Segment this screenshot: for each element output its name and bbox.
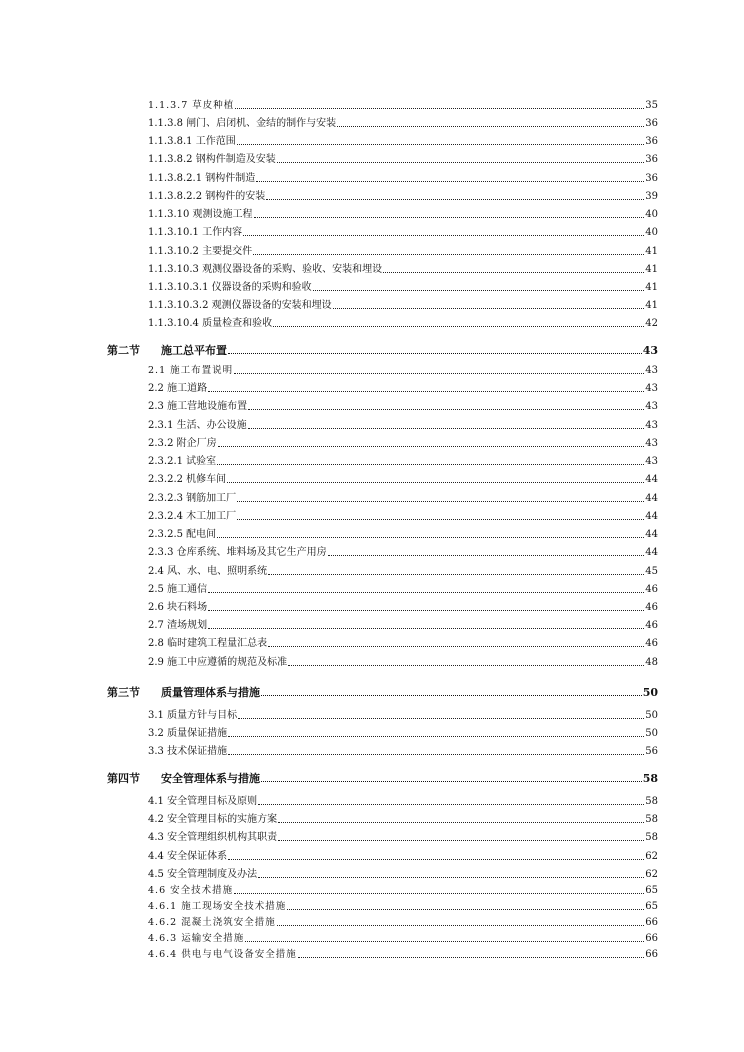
toc-entry-label: 1.1.3.8.2.2 钢构件的安装 <box>148 191 266 202</box>
toc-entry-label: 2.7 渣场规划 <box>148 620 208 631</box>
toc-entry[interactable] <box>148 294 658 312</box>
dot-leader <box>217 537 644 538</box>
section-title: 安全管理体系与措施 <box>161 772 260 785</box>
toc-entry-label: 1.1.3.8 闸门、启闭机、金结的制作与安装 <box>148 118 337 129</box>
dot-leader <box>266 199 644 200</box>
toc-entry-label: 3.3 技术保证措施 <box>148 746 228 757</box>
toc-entry-label: 4.6.2 混凝土浇筑安全措施 <box>148 917 276 928</box>
toc-entry[interactable] <box>148 94 658 112</box>
toc-entry-label: 2.4 风、水、电、照明系统 <box>148 566 268 577</box>
toc-entry-page: 66 <box>645 933 658 944</box>
toc-entry-label: 1.1.3.8.2 钢构件制造及安装 <box>148 154 276 165</box>
toc-entry-page: 58 <box>645 814 658 825</box>
toc-entry-page: 43 <box>645 365 658 376</box>
toc-entry-label: 1.1.3.7 草皮种植 <box>148 100 235 111</box>
toc-entry[interactable] <box>148 826 658 844</box>
toc-entry-label: 4.3 安全管理组织机构其职责 <box>148 832 278 843</box>
toc-entry-page: 43 <box>645 420 658 431</box>
dot-leader <box>278 840 644 841</box>
toc-entry[interactable] <box>148 258 658 276</box>
dot-leader <box>237 519 644 520</box>
toc-entry[interactable] <box>148 432 658 450</box>
dot-leader <box>228 353 642 354</box>
toc-entry-label: 2.5 施工通信 <box>148 584 208 595</box>
dot-leader <box>234 893 644 894</box>
toc-entry[interactable] <box>148 808 658 826</box>
toc-entry[interactable] <box>148 359 658 377</box>
toc-entry-label: 3.1 质量方针与目标 <box>148 710 238 721</box>
toc-entry-page: 43 <box>645 456 658 467</box>
dot-leader <box>234 373 644 374</box>
section-heading-text <box>107 686 260 699</box>
dot-leader <box>256 181 644 182</box>
dot-leader <box>218 446 645 447</box>
toc-entry-label: 4.6.1 施工现场安全技术措施 <box>148 901 287 912</box>
toc-entry[interactable] <box>148 167 658 185</box>
dot-leader <box>208 592 644 593</box>
toc-entry[interactable] <box>148 130 658 148</box>
toc-entry-page: 66 <box>645 949 658 960</box>
toc-entry[interactable] <box>148 614 658 632</box>
toc-entry[interactable] <box>148 185 658 203</box>
toc-entry-page: 41 <box>645 300 658 311</box>
toc-entry-label: 4.6.4 供电与电气设备安全措施 <box>148 949 297 960</box>
toc-entry-page: 36 <box>645 118 658 129</box>
toc-entry-label: 2.3.2.3 钢筋加工厂 <box>148 493 237 504</box>
toc-entry-label: 4.6.3 运输安全措施 <box>148 933 245 944</box>
toc-section-heading[interactable] <box>107 677 658 699</box>
toc-entry-page: 41 <box>645 246 658 257</box>
toc-entry-label: 1.1.3.10.3.2 观测仪器设备的安装和埋设 <box>148 300 332 311</box>
section-title: 质量管理体系与措施 <box>161 686 260 699</box>
dot-leader <box>254 217 645 218</box>
toc-entry-page: 36 <box>645 136 658 147</box>
toc-entry[interactable] <box>148 395 658 413</box>
toc-entry-page: 46 <box>645 584 658 595</box>
toc-entry[interactable] <box>148 377 658 395</box>
toc-entry[interactable] <box>148 276 658 294</box>
toc-entry[interactable] <box>148 560 658 578</box>
dot-leader <box>238 718 644 719</box>
dot-leader <box>333 308 645 309</box>
dot-leader <box>298 957 645 958</box>
toc-entry-label: 2.6 块石料场 <box>148 602 208 613</box>
toc-entry-page: 58 <box>645 796 658 807</box>
toc-entry-page: 41 <box>645 264 658 275</box>
dot-leader <box>277 925 645 926</box>
toc-entry-page: 40 <box>645 227 658 238</box>
toc-entry[interactable] <box>148 790 658 808</box>
dot-leader <box>261 695 642 696</box>
toc-entry-page: 62 <box>645 869 658 880</box>
toc-entry-page: 46 <box>645 638 658 649</box>
toc-entry-label: 1.1.3.10.2 主要提交件 <box>148 246 253 257</box>
dot-leader <box>248 409 644 410</box>
toc-entry[interactable] <box>148 505 658 523</box>
dot-leader <box>208 610 644 611</box>
toc-entry-label: 2.1 施工布置说明 <box>148 365 234 376</box>
toc-entry-page: 45 <box>645 566 658 577</box>
toc-entry-label: 1.1.3.10.1 工作内容 <box>148 227 243 238</box>
toc-entry-page: 48 <box>645 657 658 668</box>
dot-leader <box>237 144 645 145</box>
toc-entry-page: 62 <box>645 851 658 862</box>
toc-entry-page: 44 <box>645 474 658 485</box>
dot-leader <box>208 628 644 629</box>
toc-entry-page: 43 <box>645 383 658 394</box>
toc-entry-page: 65 <box>645 885 658 896</box>
toc-entry-label: 1.1.3.8.2.1 钢构件制造 <box>148 173 256 184</box>
toc-entry[interactable] <box>148 203 658 221</box>
toc-entry[interactable] <box>148 651 658 669</box>
section-number: 第三节 <box>107 686 140 699</box>
dot-leader <box>258 877 644 878</box>
toc-entry[interactable] <box>148 740 658 758</box>
dot-leader <box>208 391 644 392</box>
toc-entry[interactable] <box>148 240 658 258</box>
dot-leader <box>253 254 644 255</box>
dot-leader <box>313 290 645 291</box>
toc-entry-label: 2.2 施工道路 <box>148 383 208 394</box>
dot-leader <box>277 162 645 163</box>
toc-entry-label: 2.3.2.4 木工加工厂 <box>148 511 237 522</box>
dot-leader <box>245 941 644 942</box>
toc-entry-page: 36 <box>645 154 658 165</box>
dot-leader <box>258 804 644 805</box>
toc-entry-page: 41 <box>645 282 658 293</box>
toc-entry-label: 1.1.3.10 观测设施工程 <box>148 209 253 220</box>
toc-entry-page: 36 <box>645 173 658 184</box>
toc-entry-page: 44 <box>645 511 658 522</box>
toc-entry-label: 4.5 安全管理制度及办法 <box>148 869 258 880</box>
toc-section-heading[interactable] <box>107 335 658 357</box>
toc-entry[interactable] <box>148 450 658 468</box>
dot-leader <box>383 272 644 273</box>
toc-entry-label: 1.1.3.10.4 质量检查和验收 <box>148 318 273 329</box>
dot-leader <box>261 781 642 782</box>
section-title: 施工总平布置 <box>161 344 227 357</box>
toc-entry[interactable] <box>148 541 658 559</box>
toc-entry-label: 2.3.1 生活、办公设施 <box>148 420 247 431</box>
toc-entry-label: 4.4 安全保证体系 <box>148 851 228 862</box>
dot-leader <box>268 646 644 647</box>
toc-entry[interactable] <box>148 148 658 166</box>
dot-leader <box>248 428 645 429</box>
toc-entry[interactable] <box>148 578 658 596</box>
section-heading-text <box>107 344 227 357</box>
section-heading-text <box>107 772 260 785</box>
toc-entry[interactable] <box>148 468 658 486</box>
toc-entry[interactable] <box>148 523 658 541</box>
toc-entry[interactable] <box>148 221 658 239</box>
toc-entry-page: 43 <box>645 438 658 449</box>
dot-leader <box>268 574 644 575</box>
dot-leader <box>287 909 644 910</box>
toc-entry[interactable] <box>148 414 658 432</box>
toc-entry-page: 50 <box>645 728 658 739</box>
toc-entry-label: 2.3.2.2 机修车间 <box>148 474 227 485</box>
toc-section-heading[interactable] <box>107 763 658 785</box>
toc-entry-label: 2.3 施工营地设施布置 <box>148 401 248 412</box>
toc-entry-label: 3.2 质量保证措施 <box>148 728 228 739</box>
toc-entry-label: 2.9 施工中应遵循的规范及标准 <box>148 657 288 668</box>
toc-entry-label: 2.3.2.5 配电间 <box>148 529 217 540</box>
toc-entry-page: 35 <box>645 100 658 111</box>
toc-entry-label: 2.3.2.1 试验室 <box>148 456 217 467</box>
toc-entry-label: 2.8 临时建筑工程量汇总表 <box>148 638 268 649</box>
toc-entry[interactable] <box>148 632 658 650</box>
toc-entry-page: 58 <box>645 832 658 843</box>
toc-entry-page: 50 <box>645 710 658 721</box>
dot-leader <box>328 555 645 556</box>
dot-leader <box>337 126 644 127</box>
section-number: 第二节 <box>107 344 140 357</box>
toc-entry-label: 4.2 安全管理目标的实施方案 <box>148 814 278 825</box>
toc-entry-page: 44 <box>645 547 658 558</box>
dot-leader <box>278 822 644 823</box>
toc-entry-page: 46 <box>645 620 658 631</box>
toc-entry-page: 46 <box>645 602 658 613</box>
dot-leader <box>228 754 644 755</box>
toc-entry-page: 44 <box>645 493 658 504</box>
toc-entry-label: 1.1.3.10.3.1 仪器设备的采购和验收 <box>148 282 312 293</box>
dot-leader <box>237 501 644 502</box>
toc-entry-page: 56 <box>645 746 658 757</box>
toc-entry-page: 40 <box>645 209 658 220</box>
toc-entry-page: 66 <box>645 917 658 928</box>
toc-entry[interactable] <box>148 704 658 722</box>
toc-entry-page: 42 <box>645 318 658 329</box>
toc-entry-page: 39 <box>645 191 658 202</box>
toc-entry-label: 4.1 安全管理目标及原则 <box>148 796 258 807</box>
toc-entry[interactable] <box>148 845 658 863</box>
toc-entry-page: 65 <box>645 901 658 912</box>
section-page: 43 <box>642 344 658 357</box>
toc-entry-page: 43 <box>645 401 658 412</box>
toc-entry-label: 2.3.3 仓库系统、堆料场及其它生产用房 <box>148 547 327 558</box>
toc-entry-page: 44 <box>645 529 658 540</box>
dot-leader <box>217 464 644 465</box>
toc-entry[interactable] <box>148 722 658 740</box>
section-page: 58 <box>642 772 658 785</box>
dot-leader <box>228 859 644 860</box>
dot-leader <box>228 736 644 737</box>
dot-leader <box>227 482 644 483</box>
section-number: 第四节 <box>107 772 140 785</box>
dot-leader <box>273 326 644 327</box>
dot-leader <box>288 665 644 666</box>
toc-entry-label: 1.1.3.10.3 观测仪器设备的采购、验收、安装和埋设 <box>148 264 383 275</box>
dot-leader <box>243 235 644 236</box>
toc-entry-label: 1.1.3.8.1 工作范围 <box>148 136 236 147</box>
toc-entry[interactable] <box>148 596 658 614</box>
dot-leader <box>235 108 644 109</box>
toc-entry[interactable] <box>148 487 658 505</box>
section-page: 50 <box>642 686 658 699</box>
toc-entry-label: 2.3.2 附企厂房 <box>148 438 217 449</box>
toc-entry[interactable] <box>148 943 658 961</box>
toc-entry-label: 4.6 安全技术措施 <box>148 885 234 896</box>
toc-entry[interactable] <box>148 312 658 330</box>
toc-entry[interactable] <box>148 112 658 130</box>
